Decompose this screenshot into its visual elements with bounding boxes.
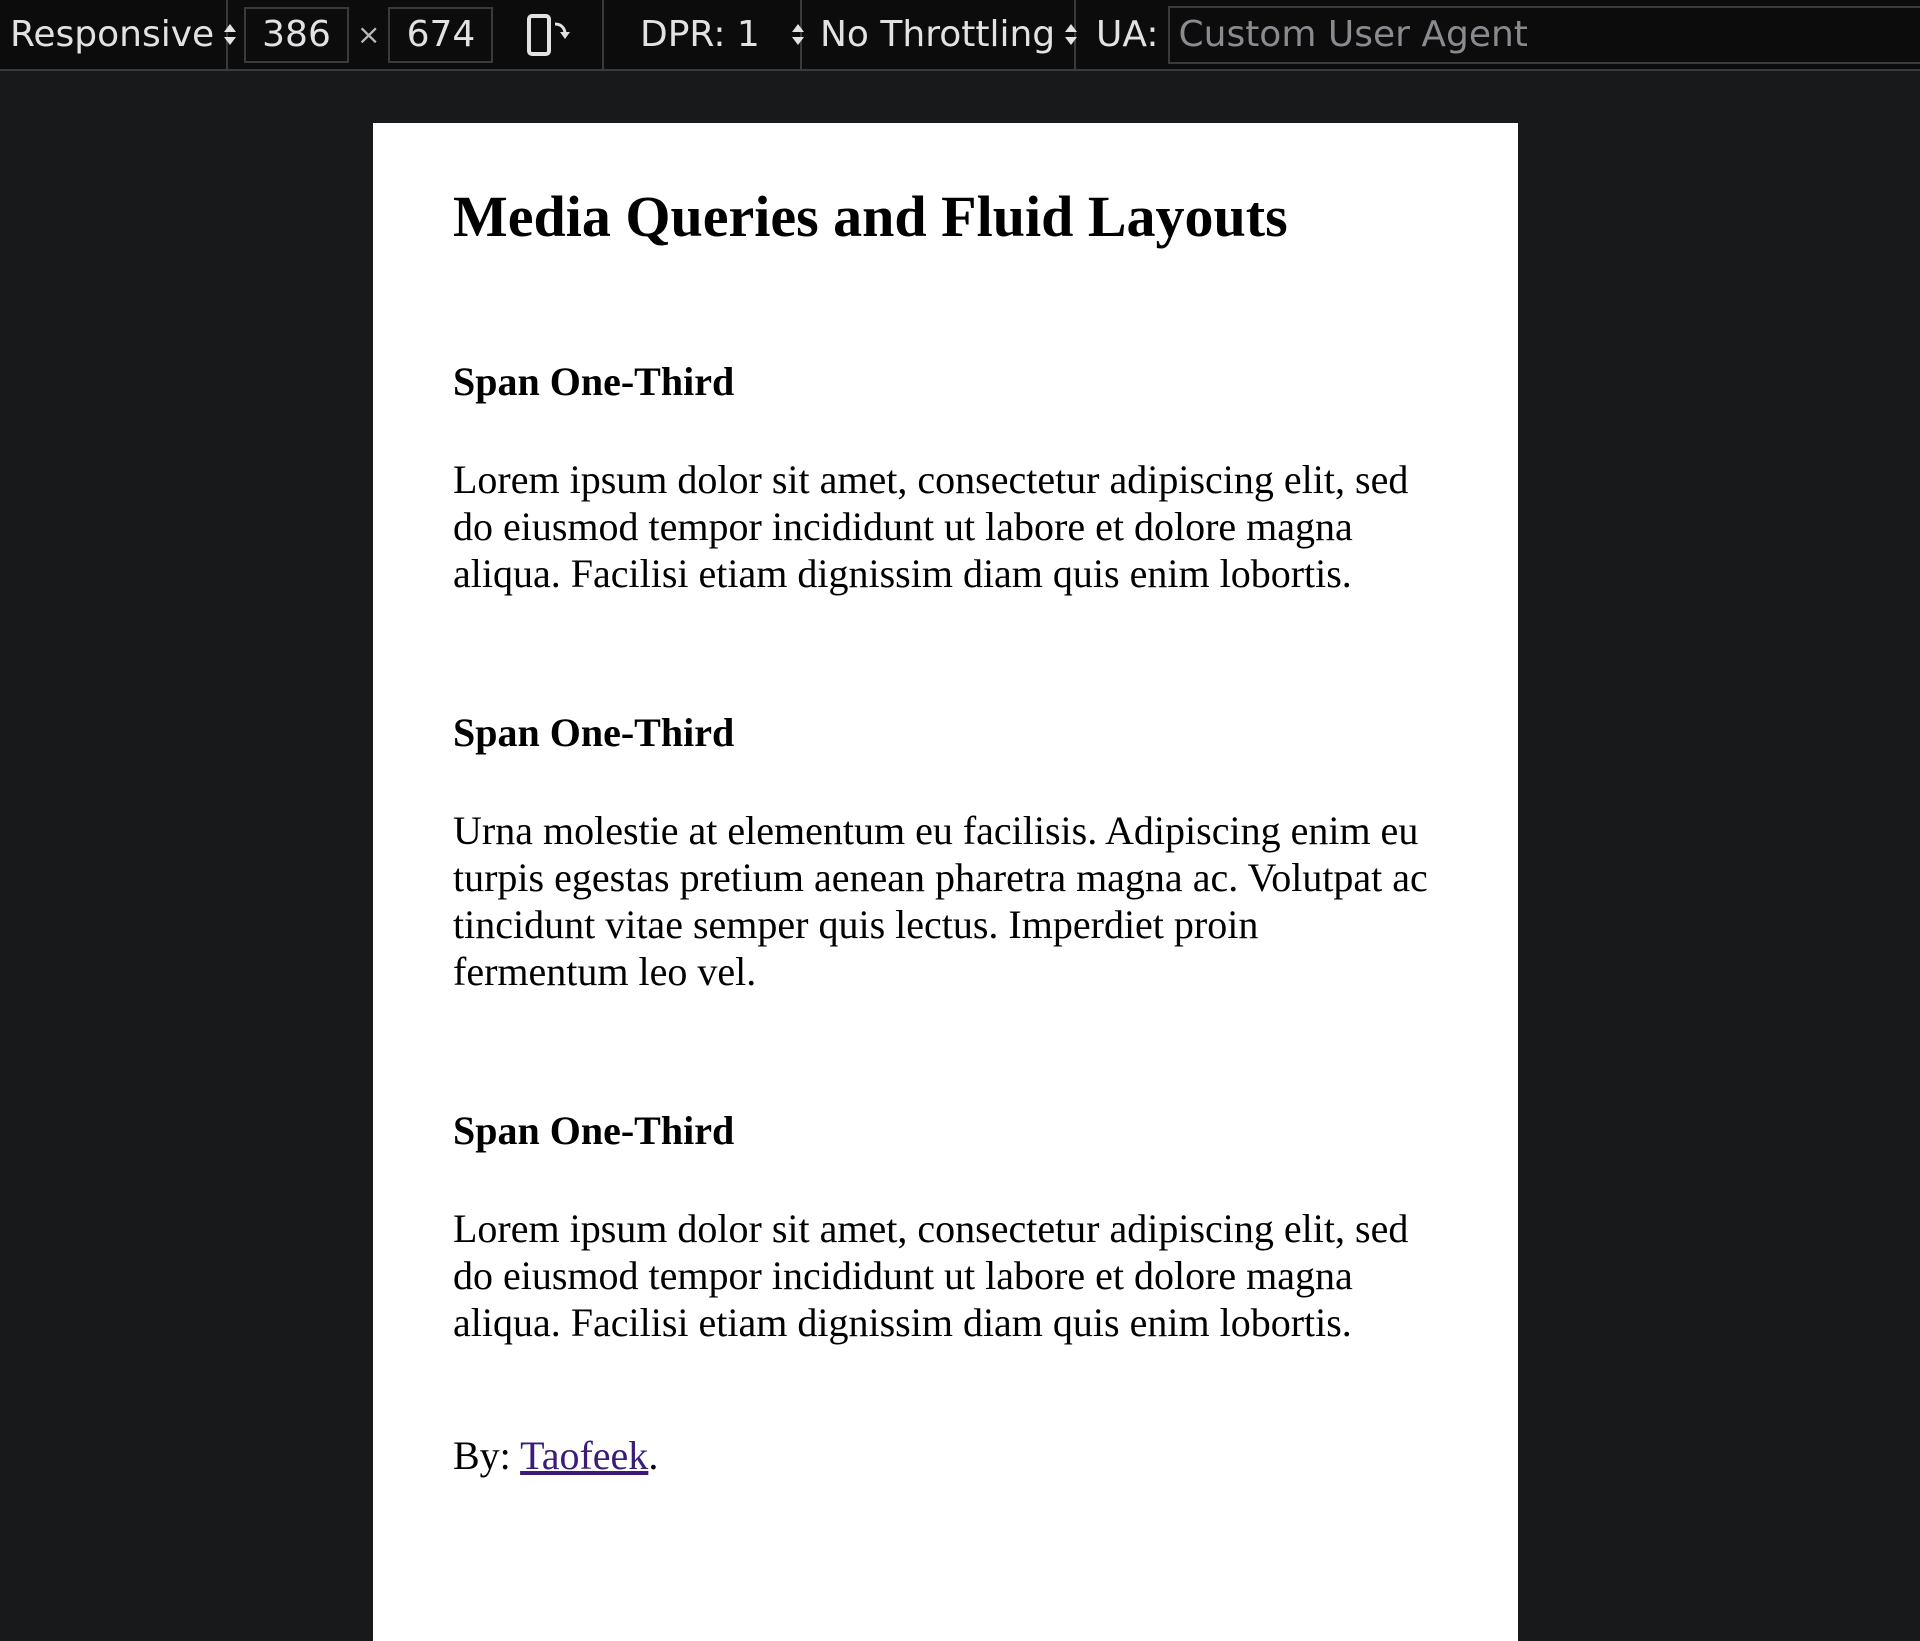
byline-prefix: By: — [453, 1433, 521, 1478]
section-heading: Span One-Third — [453, 710, 735, 755]
rotate-device-icon — [527, 12, 571, 58]
byline — [453, 1432, 1438, 1480]
viewport-height-input[interactable] — [388, 7, 493, 63]
device-viewport — [373, 123, 1518, 1641]
dpr-selector-label: DPR: 1 — [640, 14, 760, 55]
section-heading: Span One-Third — [453, 359, 735, 404]
content-section — [453, 1107, 1438, 1346]
device-selector-group — [0, 0, 228, 69]
throttling-selector-label: No Throttling — [820, 14, 1056, 55]
user-agent-label: UA: — [1096, 14, 1159, 55]
device-selector[interactable] — [10, 14, 238, 55]
dimension-separator: × — [357, 18, 381, 51]
section-heading: Span One-Third — [453, 1108, 735, 1153]
section-body: Urna molestie at elementum eu facilisis. Adipiscing enim eu turpis egestas pretium aenean pharetra magna ac. Volutpat ac tincidunt vitae semper quis lectus. Imperdiet proin fermentum leo vel. — [453, 808, 1428, 994]
content-section — [453, 709, 1438, 995]
content-section — [453, 358, 1438, 597]
user-agent-group — [1076, 0, 1920, 69]
user-agent-input[interactable] — [1168, 6, 1920, 64]
responsive-toolbar — [0, 0, 1920, 71]
section-body: Lorem ipsum dolor sit amet, consectetur adipiscing elit, sed do eiusmod tempor incididunt ut labore et dolore magna aliqua. Facilisi etiam dignissim diam quis enim lobortis. — [453, 457, 1409, 596]
viewport-width-input[interactable] — [244, 7, 349, 63]
throttling-group — [802, 0, 1076, 69]
dpr-selector[interactable] — [640, 14, 806, 55]
page-title: Media Queries and Fluid Layouts — [453, 184, 1288, 249]
section-body: Lorem ipsum dolor sit amet, consectetur adipiscing elit, sed do eiusmod tempor incididunt ut labore et dolore magna aliqua. Facilisi etiam dignissim diam quis enim lobortis. — [453, 1206, 1409, 1345]
throttling-selector[interactable] — [820, 14, 1079, 55]
rotate-viewport-button[interactable] — [519, 5, 579, 65]
dpr-group — [604, 0, 802, 69]
device-selector-label: Responsive — [10, 14, 215, 55]
page-content — [373, 123, 1518, 1480]
dimensions-group — [228, 0, 604, 69]
author-link[interactable]: Taofeek — [520, 1433, 649, 1478]
byline-suffix: . — [648, 1433, 659, 1478]
